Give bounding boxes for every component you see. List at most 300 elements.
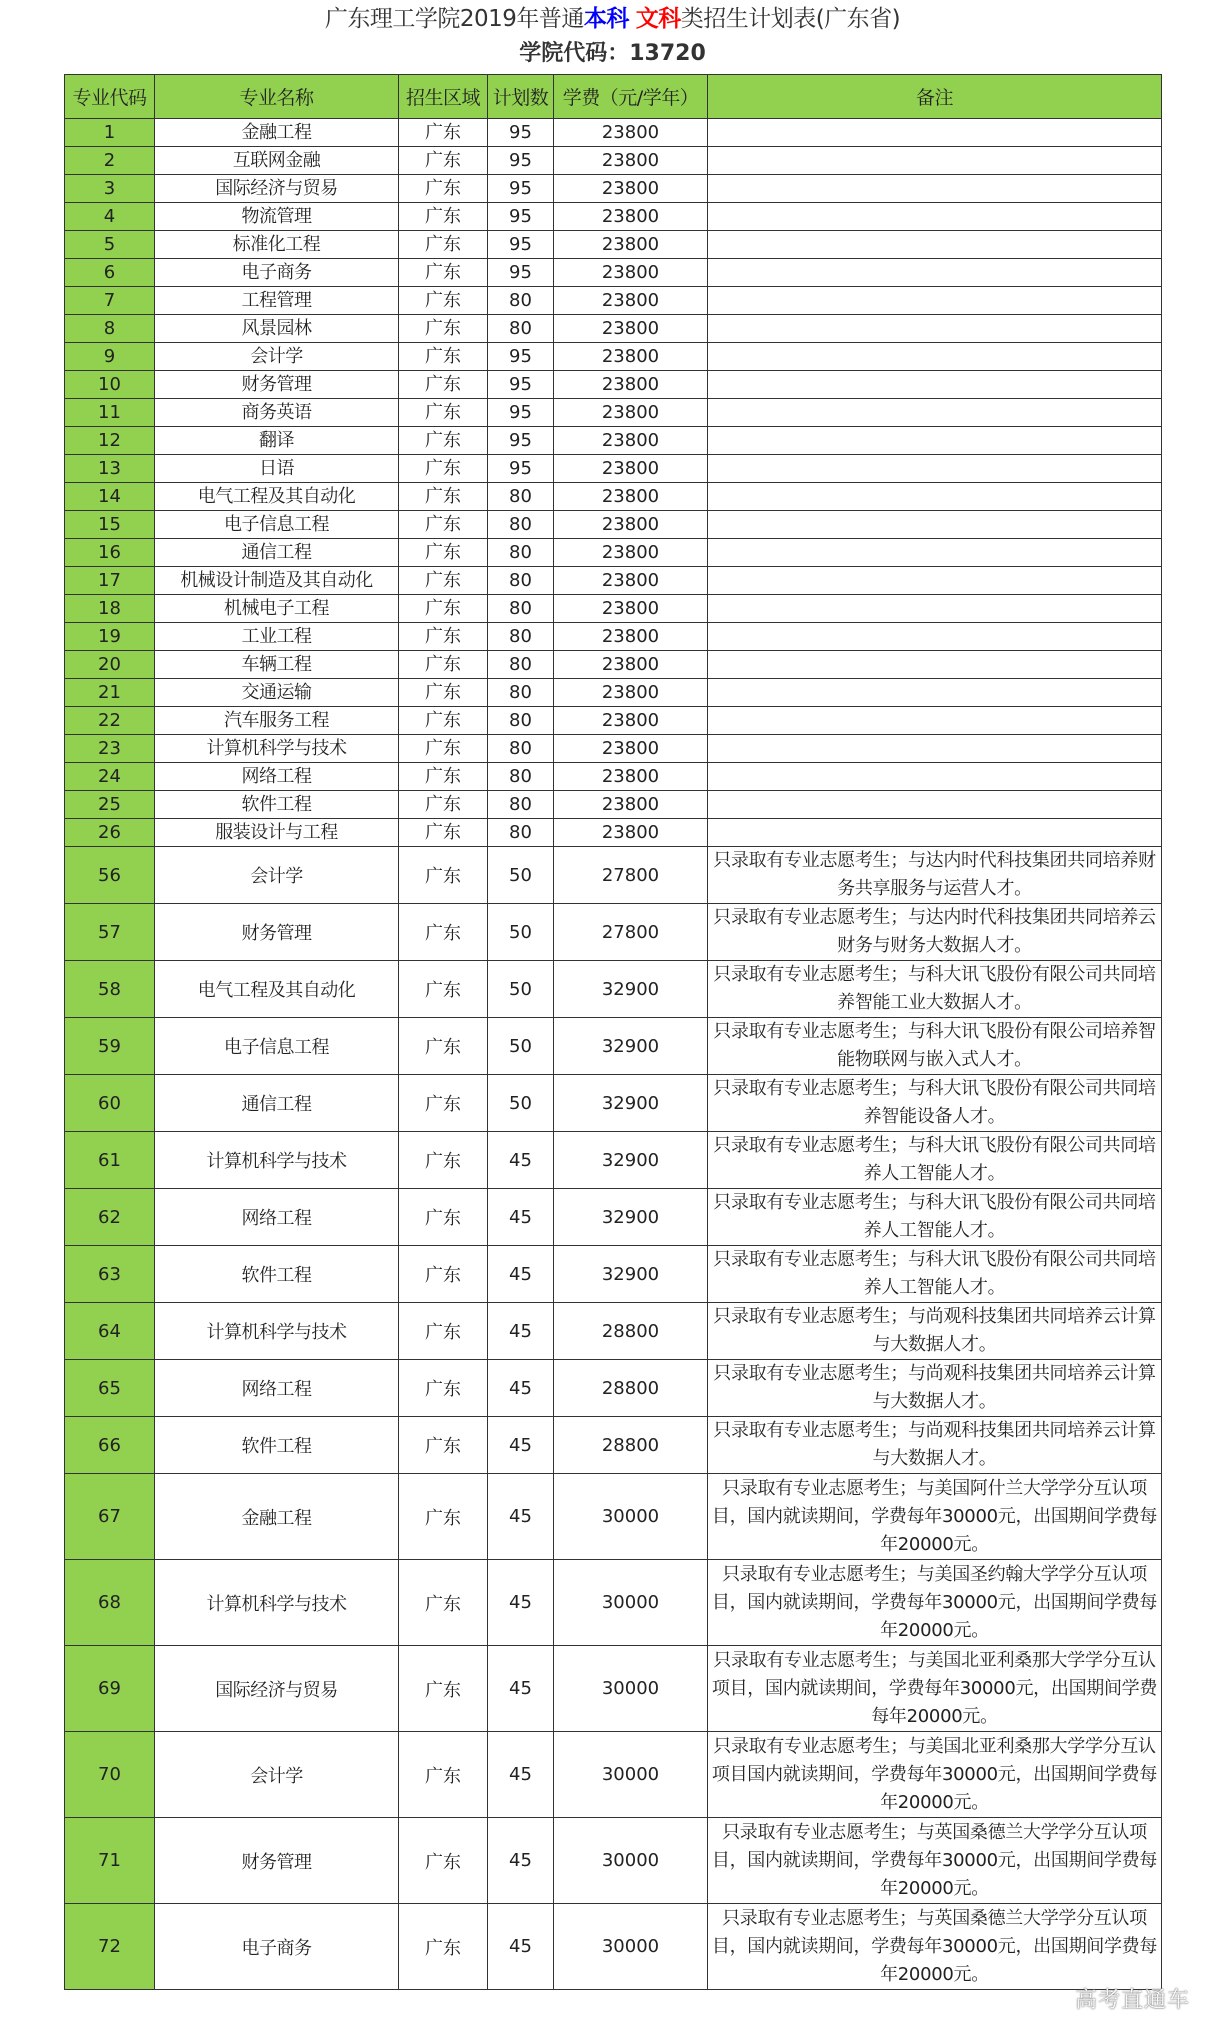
fee-cell: 23800 <box>554 315 708 343</box>
title-highlight-undergrad: 本科 <box>583 6 629 32</box>
major-code-cell: 70 <box>65 1732 155 1818</box>
table-row <box>65 651 1162 679</box>
table-row <box>65 175 1162 203</box>
fee-cell: 23800 <box>554 147 708 175</box>
major-code-cell: 66 <box>65 1417 155 1474</box>
region-cell: 广东 <box>399 567 488 595</box>
major-name-cell: 金融工程 <box>155 1474 399 1560</box>
fee-cell: 23800 <box>554 483 708 511</box>
quota-cell: 95 <box>488 371 554 399</box>
note-cell: 只录取有专业志愿考生；与科大讯飞股份有限公司共同培养人工智能人才。 <box>708 1189 1162 1246</box>
note-cell: 只录取有专业志愿考生；与科大讯飞股份有限公司共同培养人工智能人才。 <box>708 1246 1162 1303</box>
quota-cell: 45 <box>488 1303 554 1360</box>
major-name-cell: 网络工程 <box>155 763 399 791</box>
major-code-cell: 10 <box>65 371 155 399</box>
major-name-cell: 工程管理 <box>155 287 399 315</box>
quota-cell: 95 <box>488 119 554 147</box>
major-name-cell: 电子商务 <box>155 259 399 287</box>
fee-cell: 30000 <box>554 1732 708 1818</box>
quota-cell: 95 <box>488 147 554 175</box>
major-code-cell: 26 <box>65 819 155 847</box>
region-cell: 广东 <box>399 1560 488 1646</box>
note-cell <box>708 483 1162 511</box>
fee-cell: 23800 <box>554 343 708 371</box>
major-name-cell: 金融工程 <box>155 119 399 147</box>
major-name-cell: 会计学 <box>155 847 399 904</box>
region-cell: 广东 <box>399 1360 488 1417</box>
major-code-cell: 72 <box>65 1904 155 1990</box>
region-cell: 广东 <box>399 175 488 203</box>
table-header-row <box>65 75 1162 119</box>
page-title <box>0 4 1225 34</box>
note-cell <box>708 651 1162 679</box>
quota-cell: 45 <box>488 1189 554 1246</box>
table-row <box>65 735 1162 763</box>
note-cell: 只录取有专业志愿考生；与科大讯飞股份有限公司共同培养人工智能人才。 <box>708 1132 1162 1189</box>
fee-cell: 32900 <box>554 1018 708 1075</box>
note-cell: 只录取有专业志愿考生；与英国桑德兰大学学分互认项目，国内就读期间，学费每年30000元，出国期间学费每年20000元。 <box>708 1818 1162 1904</box>
major-name-cell: 财务管理 <box>155 1818 399 1904</box>
fee-cell: 30000 <box>554 1818 708 1904</box>
table-row <box>65 904 1162 961</box>
table-row <box>65 1474 1162 1560</box>
note-cell <box>708 231 1162 259</box>
fee-cell: 30000 <box>554 1646 708 1732</box>
note-cell <box>708 679 1162 707</box>
note-cell: 只录取有专业志愿考生；与美国圣约翰大学学分互认项目，国内就读期间，学费每年30000元，出国期间学费每年20000元。 <box>708 1560 1162 1646</box>
table-row <box>65 371 1162 399</box>
fee-cell: 32900 <box>554 1132 708 1189</box>
fee-cell: 23800 <box>554 763 708 791</box>
quota-cell: 50 <box>488 904 554 961</box>
note-cell: 只录取有专业志愿考生；与英国桑德兰大学学分互认项目，国内就读期间，学费每年30000元，出国期间学费每年20000元。 <box>708 1904 1162 1990</box>
major-code-cell: 65 <box>65 1360 155 1417</box>
region-cell: 广东 <box>399 1075 488 1132</box>
quota-cell: 80 <box>488 511 554 539</box>
table-row <box>65 427 1162 455</box>
note-cell <box>708 287 1162 315</box>
quota-cell: 80 <box>488 567 554 595</box>
table-row <box>65 315 1162 343</box>
table-row <box>65 1018 1162 1075</box>
fee-cell: 23800 <box>554 203 708 231</box>
table-row <box>65 1417 1162 1474</box>
note-cell <box>708 763 1162 791</box>
table-row <box>65 1189 1162 1246</box>
major-name-cell: 电气工程及其自动化 <box>155 961 399 1018</box>
major-code-cell: 67 <box>65 1474 155 1560</box>
major-code-cell: 18 <box>65 595 155 623</box>
major-code-cell: 24 <box>65 763 155 791</box>
major-name-cell: 车辆工程 <box>155 651 399 679</box>
quota-cell: 45 <box>488 1417 554 1474</box>
title-space <box>629 6 636 32</box>
fee-cell: 28800 <box>554 1303 708 1360</box>
quota-cell: 95 <box>488 203 554 231</box>
region-cell: 广东 <box>399 1417 488 1474</box>
major-name-cell: 标准化工程 <box>155 231 399 259</box>
major-code-cell: 20 <box>65 651 155 679</box>
table-row <box>65 819 1162 847</box>
fee-cell: 23800 <box>554 371 708 399</box>
region-cell: 广东 <box>399 735 488 763</box>
quota-cell: 45 <box>488 1818 554 1904</box>
fee-cell: 23800 <box>554 259 708 287</box>
major-name-cell: 计算机科学与技术 <box>155 735 399 763</box>
fee-cell: 23800 <box>554 399 708 427</box>
major-code-cell: 8 <box>65 315 155 343</box>
note-cell <box>708 343 1162 371</box>
major-code-cell: 16 <box>65 539 155 567</box>
quota-cell: 95 <box>488 343 554 371</box>
region-cell: 广东 <box>399 1818 488 1904</box>
quota-cell: 80 <box>488 819 554 847</box>
fee-cell: 23800 <box>554 735 708 763</box>
fee-cell: 30000 <box>554 1560 708 1646</box>
column-header-notes: 备注 <box>708 75 1162 119</box>
major-name-cell: 服装设计与工程 <box>155 819 399 847</box>
quota-cell: 80 <box>488 791 554 819</box>
fee-cell: 23800 <box>554 231 708 259</box>
table-row <box>65 623 1162 651</box>
note-cell: 只录取有专业志愿考生；与美国阿什兰大学学分互认项目，国内就读期间，学费每年30000元，出国期间学费每年20000元。 <box>708 1474 1162 1560</box>
quota-cell: 50 <box>488 847 554 904</box>
quota-cell: 45 <box>488 1474 554 1560</box>
table-row <box>65 1646 1162 1732</box>
region-cell: 广东 <box>399 651 488 679</box>
major-name-cell: 交通运输 <box>155 679 399 707</box>
major-code-cell: 69 <box>65 1646 155 1732</box>
major-name-cell: 通信工程 <box>155 1075 399 1132</box>
fee-cell: 32900 <box>554 1075 708 1132</box>
major-name-cell: 软件工程 <box>155 1417 399 1474</box>
major-name-cell: 互联网金融 <box>155 147 399 175</box>
fee-cell: 32900 <box>554 1189 708 1246</box>
major-name-cell: 汽车服务工程 <box>155 707 399 735</box>
note-cell: 只录取有专业志愿考生；与尚观科技集团共同培养云计算与大数据人才。 <box>708 1303 1162 1360</box>
major-code-cell: 62 <box>65 1189 155 1246</box>
table-row <box>65 847 1162 904</box>
region-cell: 广东 <box>399 511 488 539</box>
note-cell: 只录取有专业志愿考生；与美国北亚利桑那大学学分互认项目国内就读期间，学费每年30000元，出国期间学费每年20000元。 <box>708 1732 1162 1818</box>
region-cell: 广东 <box>399 1303 488 1360</box>
table-row <box>65 455 1162 483</box>
column-header-fee: 学费（元/学年） <box>554 75 708 119</box>
major-code-cell: 19 <box>65 623 155 651</box>
major-name-cell: 电气工程及其自动化 <box>155 483 399 511</box>
table-row <box>65 1132 1162 1189</box>
region-cell: 广东 <box>399 315 488 343</box>
note-cell <box>708 567 1162 595</box>
quota-cell: 80 <box>488 623 554 651</box>
quota-cell: 95 <box>488 175 554 203</box>
major-name-cell: 网络工程 <box>155 1360 399 1417</box>
note-cell <box>708 427 1162 455</box>
column-header-code: 专业代码 <box>65 75 155 119</box>
major-code-cell: 6 <box>65 259 155 287</box>
major-name-cell: 国际经济与贸易 <box>155 1646 399 1732</box>
fee-cell: 23800 <box>554 595 708 623</box>
fee-cell: 30000 <box>554 1474 708 1560</box>
major-code-cell: 5 <box>65 231 155 259</box>
quota-cell: 45 <box>488 1360 554 1417</box>
region-cell: 广东 <box>399 961 488 1018</box>
note-cell: 只录取有专业志愿考生；与科大讯飞股份有限公司培养智能物联网与嵌入式人才。 <box>708 1018 1162 1075</box>
region-cell: 广东 <box>399 623 488 651</box>
major-code-cell: 9 <box>65 343 155 371</box>
fee-cell: 23800 <box>554 511 708 539</box>
note-cell <box>708 819 1162 847</box>
quota-cell: 80 <box>488 679 554 707</box>
note-cell <box>708 399 1162 427</box>
major-code-cell: 71 <box>65 1818 155 1904</box>
major-name-cell: 电子商务 <box>155 1904 399 1990</box>
quota-cell: 45 <box>488 1132 554 1189</box>
quota-cell: 80 <box>488 539 554 567</box>
quota-cell: 80 <box>488 763 554 791</box>
major-name-cell: 计算机科学与技术 <box>155 1303 399 1360</box>
table-row <box>65 231 1162 259</box>
major-code-cell: 7 <box>65 287 155 315</box>
quota-cell: 95 <box>488 455 554 483</box>
table-row <box>65 203 1162 231</box>
major-code-cell: 64 <box>65 1303 155 1360</box>
region-cell: 广东 <box>399 119 488 147</box>
table-row <box>65 399 1162 427</box>
region-cell: 广东 <box>399 1132 488 1189</box>
quota-cell: 45 <box>488 1732 554 1818</box>
major-code-cell: 2 <box>65 147 155 175</box>
major-code-cell: 13 <box>65 455 155 483</box>
note-cell <box>708 455 1162 483</box>
quota-cell: 80 <box>488 287 554 315</box>
college-code: 学院代码：13720 <box>519 41 706 66</box>
major-name-cell: 软件工程 <box>155 1246 399 1303</box>
region-cell: 广东 <box>399 539 488 567</box>
quota-cell: 95 <box>488 231 554 259</box>
fee-cell: 23800 <box>554 287 708 315</box>
title-highlight-liberal-arts: 文科 <box>635 6 681 32</box>
major-name-cell: 机械设计制造及其自动化 <box>155 567 399 595</box>
region-cell: 广东 <box>399 763 488 791</box>
major-name-cell: 会计学 <box>155 343 399 371</box>
fee-cell: 23800 <box>554 819 708 847</box>
title-suffix: 类招生计划表(广东省) <box>680 6 901 32</box>
quota-cell: 80 <box>488 315 554 343</box>
fee-cell: 23800 <box>554 455 708 483</box>
major-name-cell: 日语 <box>155 455 399 483</box>
table-row <box>65 1560 1162 1646</box>
note-cell: 只录取有专业志愿考生；与科大讯飞股份有限公司共同培养智能工业大数据人才。 <box>708 961 1162 1018</box>
region-cell: 广东 <box>399 287 488 315</box>
column-header-quota: 计划数 <box>488 75 554 119</box>
region-cell: 广东 <box>399 595 488 623</box>
table-row <box>65 287 1162 315</box>
major-code-cell: 22 <box>65 707 155 735</box>
major-code-cell: 1 <box>65 119 155 147</box>
major-name-cell: 软件工程 <box>155 791 399 819</box>
region-cell: 广东 <box>399 203 488 231</box>
quota-cell: 80 <box>488 735 554 763</box>
region-cell: 广东 <box>399 343 488 371</box>
fee-cell: 23800 <box>554 651 708 679</box>
table-row <box>65 567 1162 595</box>
major-code-cell: 23 <box>65 735 155 763</box>
major-name-cell: 电子信息工程 <box>155 511 399 539</box>
note-cell <box>708 595 1162 623</box>
major-name-cell: 国际经济与贸易 <box>155 175 399 203</box>
note-cell <box>708 175 1162 203</box>
major-name-cell: 网络工程 <box>155 1189 399 1246</box>
table-row <box>65 483 1162 511</box>
fee-cell: 23800 <box>554 539 708 567</box>
region-cell: 广东 <box>399 1189 488 1246</box>
region-cell: 广东 <box>399 847 488 904</box>
quota-cell: 50 <box>488 961 554 1018</box>
region-cell: 广东 <box>399 427 488 455</box>
major-name-cell: 会计学 <box>155 1732 399 1818</box>
region-cell: 广东 <box>399 1732 488 1818</box>
table-row <box>65 791 1162 819</box>
table-row <box>65 511 1162 539</box>
major-code-cell: 59 <box>65 1018 155 1075</box>
major-code-cell: 25 <box>65 791 155 819</box>
column-header-region: 招生区域 <box>399 75 488 119</box>
region-cell: 广东 <box>399 483 488 511</box>
quota-cell: 50 <box>488 1018 554 1075</box>
note-cell: 只录取有专业志愿考生；与达内时代科技集团共同培养云财务与财务大数据人才。 <box>708 904 1162 961</box>
table-row <box>65 1303 1162 1360</box>
quota-cell: 95 <box>488 427 554 455</box>
table-row <box>65 1360 1162 1417</box>
fee-cell: 23800 <box>554 427 708 455</box>
table-body <box>65 119 1162 1990</box>
quota-cell: 45 <box>488 1646 554 1732</box>
quota-cell: 80 <box>488 651 554 679</box>
fee-cell: 28800 <box>554 1417 708 1474</box>
note-cell <box>708 791 1162 819</box>
column-header-major-name: 专业名称 <box>155 75 399 119</box>
major-code-cell: 58 <box>65 961 155 1018</box>
major-name-cell: 机械电子工程 <box>155 595 399 623</box>
note-cell <box>708 623 1162 651</box>
note-cell <box>708 315 1162 343</box>
note-cell <box>708 371 1162 399</box>
major-name-cell: 通信工程 <box>155 539 399 567</box>
table-row <box>65 1818 1162 1904</box>
fee-cell: 27800 <box>554 847 708 904</box>
note-cell: 只录取有专业志愿考生；与科大讯飞股份有限公司共同培养智能设备人才。 <box>708 1075 1162 1132</box>
major-code-cell: 4 <box>65 203 155 231</box>
fee-cell: 23800 <box>554 175 708 203</box>
note-cell <box>708 147 1162 175</box>
major-code-cell: 3 <box>65 175 155 203</box>
major-name-cell: 计算机科学与技术 <box>155 1132 399 1189</box>
note-cell <box>708 203 1162 231</box>
quota-cell: 80 <box>488 595 554 623</box>
fee-cell: 23800 <box>554 707 708 735</box>
major-code-cell: 56 <box>65 847 155 904</box>
region-cell: 广东 <box>399 819 488 847</box>
fee-cell: 23800 <box>554 679 708 707</box>
major-name-cell: 计算机科学与技术 <box>155 1560 399 1646</box>
table-row <box>65 763 1162 791</box>
table-row <box>65 119 1162 147</box>
region-cell: 广东 <box>399 1246 488 1303</box>
major-code-cell: 15 <box>65 511 155 539</box>
quota-cell: 95 <box>488 259 554 287</box>
region-cell: 广东 <box>399 707 488 735</box>
table-row <box>65 147 1162 175</box>
major-name-cell: 物流管理 <box>155 203 399 231</box>
region-cell: 广东 <box>399 259 488 287</box>
table-row <box>65 1904 1162 1990</box>
major-code-cell: 63 <box>65 1246 155 1303</box>
region-cell: 广东 <box>399 399 488 427</box>
region-cell: 广东 <box>399 147 488 175</box>
table-row <box>65 707 1162 735</box>
table-row <box>65 1075 1162 1132</box>
fee-cell: 23800 <box>554 623 708 651</box>
major-name-cell: 财务管理 <box>155 904 399 961</box>
major-code-cell: 21 <box>65 679 155 707</box>
quota-cell: 50 <box>488 1075 554 1132</box>
note-cell <box>708 539 1162 567</box>
major-name-cell: 翻译 <box>155 427 399 455</box>
major-name-cell: 工业工程 <box>155 623 399 651</box>
watermark: 高考直通车 <box>1075 1988 1191 2013</box>
note-cell <box>708 119 1162 147</box>
fee-cell: 23800 <box>554 567 708 595</box>
quota-cell: 95 <box>488 399 554 427</box>
fee-cell: 30000 <box>554 1904 708 1990</box>
table-row <box>65 1732 1162 1818</box>
major-name-cell: 电子信息工程 <box>155 1018 399 1075</box>
note-cell: 只录取有专业志愿考生；与美国北亚利桑那大学学分互认项目，国内就读期间，学费每年30000元，出国期间学费每年20000元。 <box>708 1646 1162 1732</box>
region-cell: 广东 <box>399 231 488 259</box>
fee-cell: 23800 <box>554 791 708 819</box>
region-cell: 广东 <box>399 791 488 819</box>
note-cell: 只录取有专业志愿考生；与尚观科技集团共同培养云计算与大数据人才。 <box>708 1417 1162 1474</box>
table-row <box>65 539 1162 567</box>
major-code-cell: 61 <box>65 1132 155 1189</box>
quota-cell: 45 <box>488 1560 554 1646</box>
major-code-cell: 68 <box>65 1560 155 1646</box>
major-code-cell: 17 <box>65 567 155 595</box>
region-cell: 广东 <box>399 1646 488 1732</box>
enrollment-plan-table <box>64 74 1162 1990</box>
note-cell <box>708 259 1162 287</box>
major-name-cell: 财务管理 <box>155 371 399 399</box>
table-row <box>65 961 1162 1018</box>
major-code-cell: 12 <box>65 427 155 455</box>
major-code-cell: 60 <box>65 1075 155 1132</box>
major-name-cell: 商务英语 <box>155 399 399 427</box>
region-cell: 广东 <box>399 1018 488 1075</box>
region-cell: 广东 <box>399 371 488 399</box>
table-row <box>65 343 1162 371</box>
major-code-cell: 57 <box>65 904 155 961</box>
major-name-cell: 风景园林 <box>155 315 399 343</box>
fee-cell: 27800 <box>554 904 708 961</box>
title-prefix: 广东理工学院2019年普通 <box>324 6 584 32</box>
region-cell: 广东 <box>399 679 488 707</box>
major-code-cell: 14 <box>65 483 155 511</box>
table-row <box>65 595 1162 623</box>
quota-cell: 80 <box>488 483 554 511</box>
region-cell: 广东 <box>399 1474 488 1560</box>
fee-cell: 28800 <box>554 1360 708 1417</box>
